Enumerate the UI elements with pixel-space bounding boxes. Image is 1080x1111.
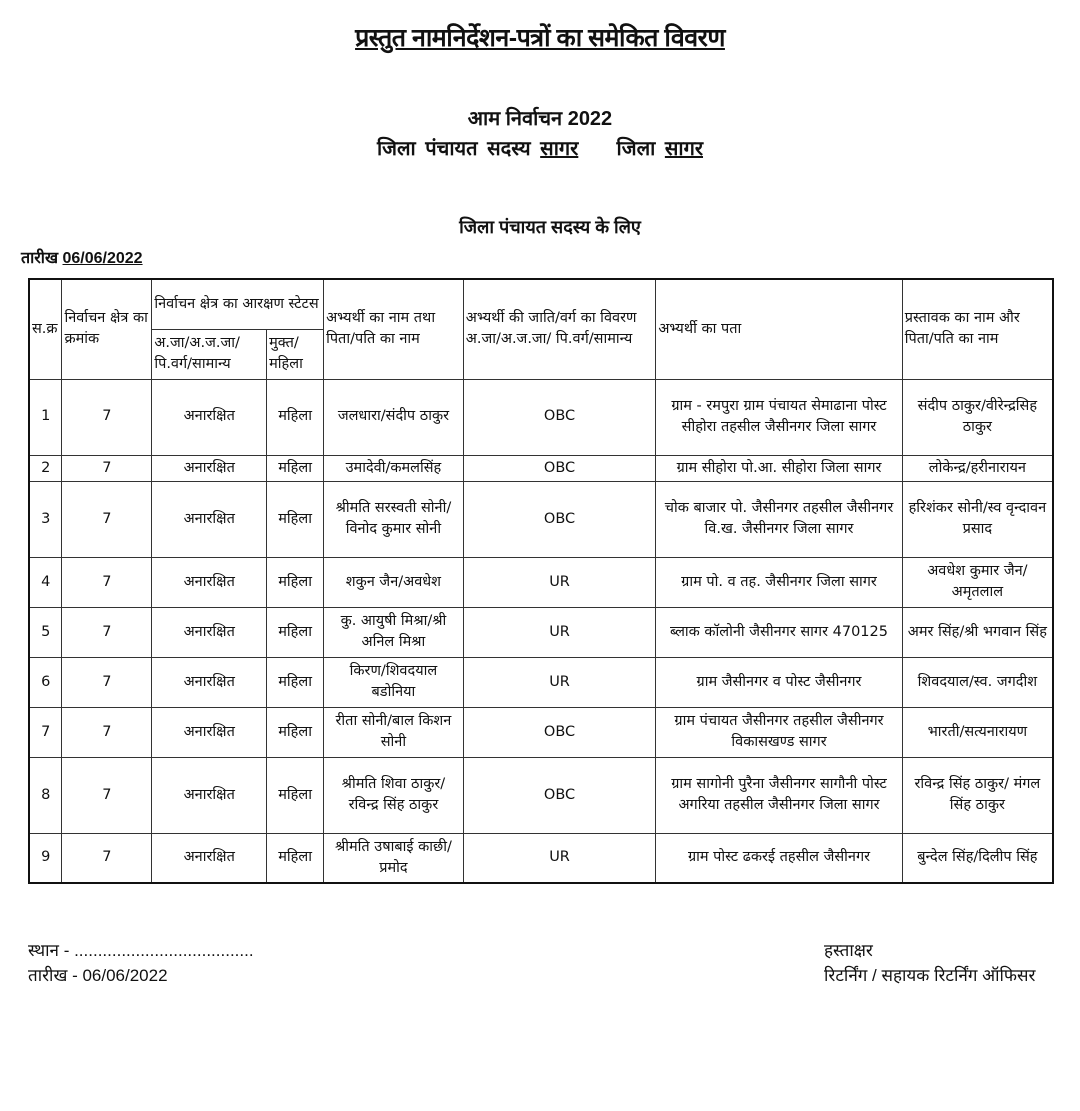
cell-proposer: रविन्द्र सिंह ठाकुर/ मंगल सिंह ठाकुर: [902, 757, 1053, 833]
cell-proposer: अवधेश कुमार जैन/ अमृतलाल: [902, 557, 1053, 607]
cell-sno: 9: [29, 833, 62, 883]
cell-name: श्रीमति उषाबाई काछी/प्रमोद: [324, 833, 464, 883]
col-candidate-name: अभ्यर्थी का नाम तथा पिता/पति का नाम: [324, 279, 464, 379]
cell-gender: महिला: [267, 481, 324, 557]
cell-category: अनारक्षित: [152, 833, 267, 883]
cell-constituency: 7: [62, 607, 152, 657]
cell-address: ग्राम - रमपुरा ग्राम पंचायत सेमाढाना पोस्ट सीहोरा तहसील जैसीनगर जिला सागर: [656, 379, 902, 455]
cell-proposer: शिवदयाल/स्व. जगदीश: [902, 657, 1053, 707]
cell-address: चोक बाजार पो. जैसीनगर तहसील जैसीनगर वि.ख. जैसीनगर जिला सागर: [656, 481, 902, 557]
cell-address: ग्राम पंचायत जैसीनगर तहसील जैसीनगर विकासखण्ड सागर: [656, 707, 902, 757]
cell-caste: UR: [463, 557, 656, 607]
cell-proposer: संदीप ठाकुर/वीरेन्द्रसिह ठाकुर: [902, 379, 1053, 455]
table-row: [29, 707, 1053, 757]
cell-caste: OBC: [463, 455, 656, 481]
document-title: प्रस्तुत नामनिर्देशन-पत्रों का समेकित विवरण: [355, 24, 725, 52]
cell-category: अनारक्षित: [152, 455, 267, 481]
cell-constituency: 7: [62, 557, 152, 607]
cell-sno: 5: [29, 607, 62, 657]
date-label: तारीख: [21, 250, 59, 267]
signature-label: हस्ताक्षर: [824, 941, 873, 960]
cell-address: ब्लाक कॉलोनी जैसीनगर सागर 470125: [656, 607, 902, 657]
place-line: स्थान - ......................................: [28, 941, 254, 960]
cell-sno: 6: [29, 657, 62, 707]
cell-gender: महिला: [267, 657, 324, 707]
cell-sno: 4: [29, 557, 62, 607]
cell-sno: 8: [29, 757, 62, 833]
cell-sno: 7: [29, 707, 62, 757]
cell-name: श्रीमति शिवा ठाकुर/ रविन्द्र सिंह ठाकुर: [324, 757, 464, 833]
cell-name: शकुन जैन/अवधेश: [324, 557, 464, 607]
col-candidate-address: अभ्यर्थी का पता: [656, 279, 902, 379]
cell-category: अनारक्षित: [152, 557, 267, 607]
district-label: जिला: [616, 138, 656, 160]
cell-category: अनारक्षित: [152, 481, 267, 557]
for-heading: जिला पंचायत सदस्य के लिए: [459, 217, 641, 237]
cell-name: कु. आयुषी मिश्रा/श्री अनिल मिश्रा: [324, 607, 464, 657]
cell-sno: 2: [29, 455, 62, 481]
cell-gender: महिला: [267, 833, 324, 883]
cell-caste: UR: [463, 657, 656, 707]
cell-gender: महिला: [267, 757, 324, 833]
cell-caste: UR: [463, 607, 656, 657]
nominations-table: [28, 278, 1054, 884]
cell-address: ग्राम पो. व तह. जैसीनगर जिला सागर: [656, 557, 902, 607]
cell-gender: महिला: [267, 557, 324, 607]
footer-left: [28, 938, 254, 988]
cell-gender: महिला: [267, 607, 324, 657]
cell-sno: 3: [29, 481, 62, 557]
cell-proposer: अमर सिंह/श्री भगवान सिंह: [902, 607, 1053, 657]
cell-gender: महिला: [267, 379, 324, 455]
cell-constituency: 7: [62, 707, 152, 757]
cell-proposer: भारती/सत्यनारायण: [902, 707, 1053, 757]
cell-name: किरण/शिवदयाल बडोनिया: [324, 657, 464, 707]
col-candidate-caste: अभ्यर्थी की जाति/वर्ग का विवरण अ.जा/अ.ज.जा/ पि.वर्ग/सामान्य: [463, 279, 656, 379]
cell-name: जलधारा/संदीप ठाकुर: [324, 379, 464, 455]
cell-constituency: 7: [62, 833, 152, 883]
cell-category: अनारक्षित: [152, 607, 267, 657]
district-name: सागर: [664, 138, 704, 160]
cell-category: अनारक्षित: [152, 657, 267, 707]
col-reservation-status: निर्वाचन क्षेत्र का आरक्षण स्टेटस: [152, 279, 324, 329]
cell-address: ग्राम पोस्ट ढकरई तहसील जैसीनगर: [656, 833, 902, 883]
col-serial: स.क्र: [29, 279, 62, 379]
cell-constituency: 7: [62, 379, 152, 455]
table-row: [29, 557, 1053, 607]
table-row: [29, 757, 1053, 833]
table-row: [29, 455, 1053, 481]
table-row: [29, 657, 1053, 707]
cell-address: ग्राम जैसीनगर व पोस्ट जैसीनगर: [656, 657, 902, 707]
election-heading: आम निर्वाचन 2022: [467, 108, 613, 130]
col-reservation-gender: मुक्त/ महिला: [267, 329, 324, 379]
cell-caste: UR: [463, 833, 656, 883]
col-reservation-category: अ.जा/अ.ज.जा/ पि.वर्ग/सामान्य: [152, 329, 267, 379]
cell-proposer: हरिशंकर सोनी/स्व वृन्दावन प्रसाद: [902, 481, 1053, 557]
footer-right: [824, 938, 1035, 988]
col-proposer: प्रस्तावक का नाम और पिता/पति का नाम: [902, 279, 1053, 379]
cell-constituency: 7: [62, 657, 152, 707]
cell-proposer: लोकेन्द्र/हरीनारायन: [902, 455, 1053, 481]
date-value: 06/06/2022: [62, 250, 143, 267]
cell-proposer: बुन्देल सिंह/दिलीप सिंह: [902, 833, 1053, 883]
post-district: सागर: [540, 138, 579, 160]
cell-name: रीता सोनी/बाल किशन सोनी: [324, 707, 464, 757]
header-date: [21, 246, 143, 268]
post-label: जिला पंचायत सदस्य: [376, 138, 531, 160]
cell-caste: OBC: [463, 757, 656, 833]
post-heading: [0, 134, 1080, 161]
cell-caste: OBC: [463, 707, 656, 757]
cell-constituency: 7: [62, 757, 152, 833]
table-row: [29, 481, 1053, 557]
cell-constituency: 7: [62, 481, 152, 557]
table-row: [29, 833, 1053, 883]
table-row: [29, 379, 1053, 455]
cell-name: उमादेवी/कमलसिंह: [324, 455, 464, 481]
cell-category: अनारक्षित: [152, 707, 267, 757]
cell-gender: महिला: [267, 455, 324, 481]
cell-address: ग्राम सीहोरा पो.आ. सीहोरा जिला सागर: [656, 455, 902, 481]
cell-caste: OBC: [463, 379, 656, 455]
cell-caste: OBC: [463, 481, 656, 557]
cell-sno: 1: [29, 379, 62, 455]
footer-date: तारीख - 06/06/2022: [28, 966, 168, 985]
table-row: [29, 607, 1053, 657]
cell-category: अनारक्षित: [152, 757, 267, 833]
officer-label: रिटर्निंग / सहायक रिटर्निंग ऑफिसर: [824, 966, 1036, 985]
cell-category: अनारक्षित: [152, 379, 267, 455]
cell-address: ग्राम सागोनी पुरैना जैसीनगर सागौनी पोस्ट अगरिया तहसील जैसीनगर जिला सागर: [656, 757, 902, 833]
cell-constituency: 7: [62, 455, 152, 481]
col-constituency-no: निर्वाचन क्षेत्र का क्रमांक: [62, 279, 152, 379]
cell-gender: महिला: [267, 707, 324, 757]
cell-name: श्रीमति सरस्वती सोनी/विनोद कुमार सोनी: [324, 481, 464, 557]
